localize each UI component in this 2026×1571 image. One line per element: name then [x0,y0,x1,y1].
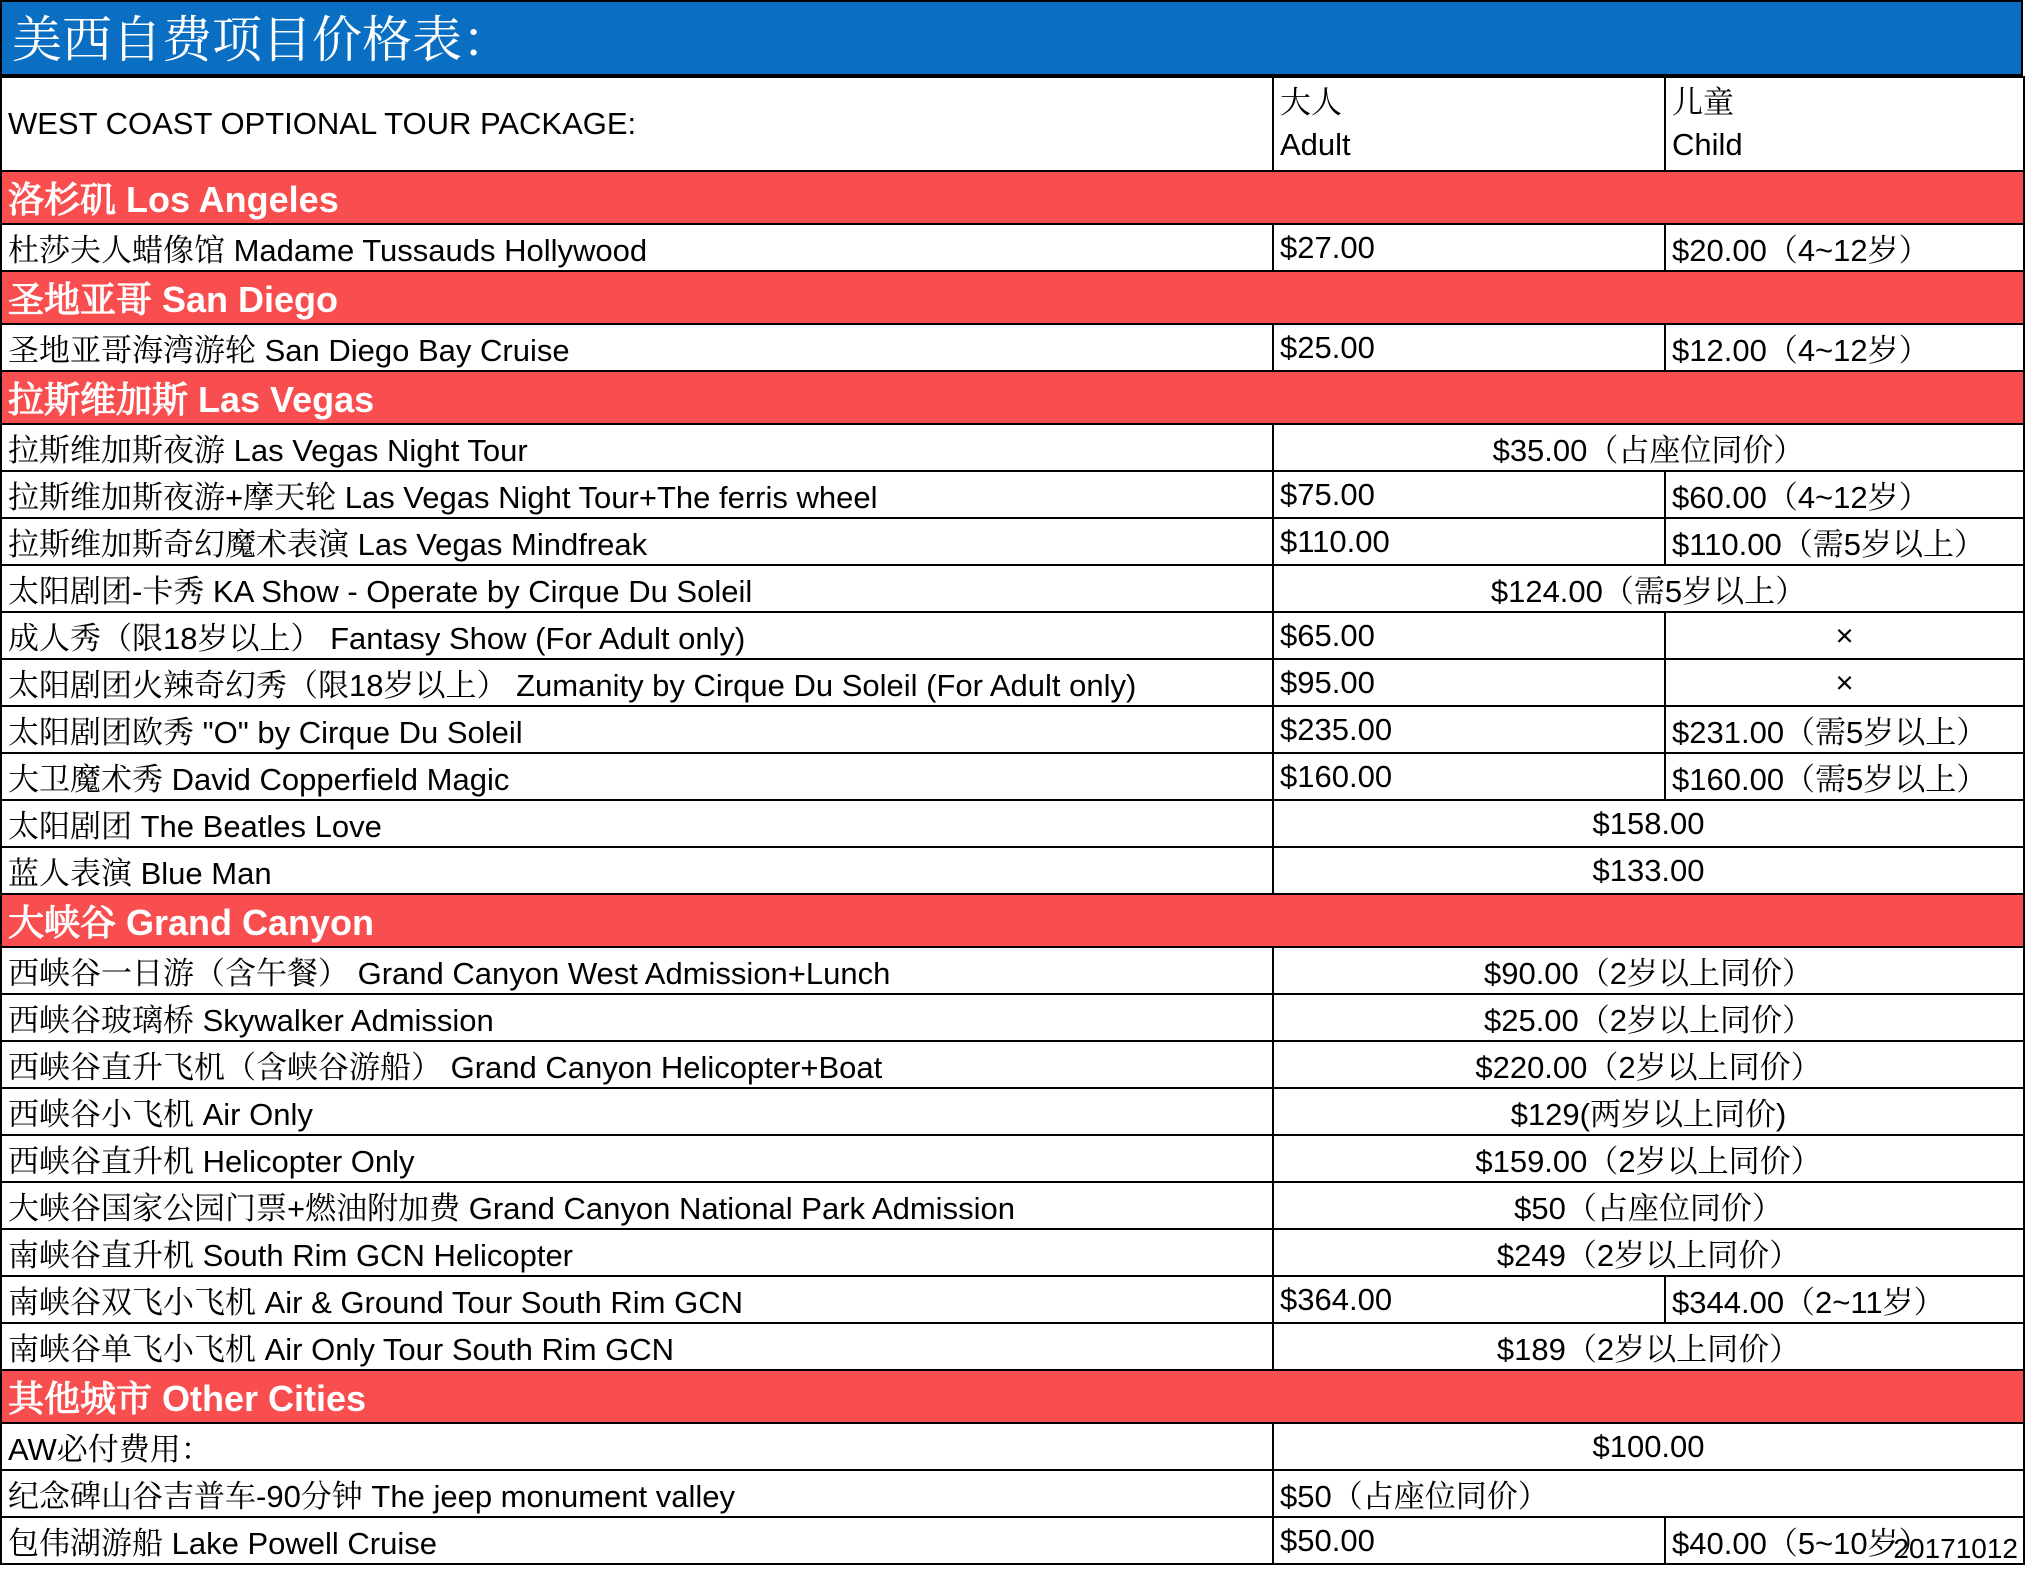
page-title: 美西自费项目价格表： [0,0,2023,76]
table-row [1,994,2024,1041]
child-price: $20.00（4~12岁） [1665,224,2024,271]
adult-price: $75.00 [1273,471,1665,518]
combined-price: $129(两岁以上同价) [1273,1088,2024,1135]
table-row [1,1182,2024,1229]
table-row [1,1517,2024,1564]
tour-name: 拉斯维加斯夜游+摩天轮 Las Vegas Night Tour+The ferris wheel [1,471,1273,518]
tour-name: 西峡谷直升机 Helicopter Only [1,1135,1273,1182]
tour-name: 大峡谷国家公园门票+燃油附加费 Grand Canyon National Park Admission [1,1182,1273,1229]
table-row [1,847,2024,894]
combined-price: $100.00 [1273,1423,2024,1470]
child-header-cn: 儿童 [1672,85,1734,120]
table-row [1,1423,2024,1470]
tour-name: 杜莎夫人蜡像馆 Madame Tussauds Hollywood [1,224,1273,271]
table-row [1,224,2024,271]
table-row [1,1088,2024,1135]
tour-name: 太阳剧团火辣奇幻秀（限18岁以上） Zumanity by Cirque Du Soleil (For Adult only) [1,659,1273,706]
section-header [1,271,2024,324]
child-price: $110.00（需5岁以上） [1665,518,2024,565]
package-header: WEST COAST OPTIONAL TOUR PACKAGE: [1,77,1273,171]
combined-price: $189（2岁以上同价） [1273,1323,2024,1370]
table-row [1,324,2024,371]
combined-price: $249（2岁以上同价） [1273,1229,2024,1276]
table-row [1,612,2024,659]
child-price: $160.00（需5岁以上） [1665,753,2024,800]
table-row [1,706,2024,753]
adult-price: $65.00 [1273,612,1665,659]
combined-price: $25.00（2岁以上同价） [1273,994,2024,1041]
table-row [1,1323,2024,1370]
table-row [1,1276,2024,1323]
child-header [1665,77,2024,171]
tour-name: 太阳剧团 The Beatles Love [1,800,1273,847]
tour-name: 西峡谷小飞机 Air Only [1,1088,1273,1135]
table-row [1,947,2024,994]
combined-price: $159.00（2岁以上同价） [1273,1135,2024,1182]
table-row [1,753,2024,800]
combined-price: $90.00（2岁以上同价） [1273,947,2024,994]
tour-name: 圣地亚哥海湾游轮 San Diego Bay Cruise [1,324,1273,371]
child-price: $231.00（需5岁以上） [1665,706,2024,753]
tour-name: 纪念碑山谷吉普车-90分钟 The jeep monument valley [1,1470,1273,1517]
section-title-san-diego: 圣地亚哥 San Diego [1,271,2024,324]
child-price: $12.00（4~12岁） [1665,324,2024,371]
section-title-las-vegas: 拉斯维加斯 Las Vegas [1,371,2024,424]
adult-price: $50.00 [1273,1517,1665,1564]
table-row [1,471,2024,518]
table-row [1,1041,2024,1088]
adult-price: $27.00 [1273,224,1665,271]
section-header [1,171,2024,224]
tour-name: 太阳剧团-卡秀 KA Show - Operate by Cirque Du Soleil [1,565,1273,612]
table-row [1,1470,2024,1517]
tour-name: 南峡谷单飞小飞机 Air Only Tour South Rim GCN [1,1323,1273,1370]
combined-price: $35.00（占座位同价） [1273,424,2024,471]
combined-price: $158.00 [1273,800,2024,847]
section-header [1,371,2024,424]
tour-name: 蓝人表演 Blue Man [1,847,1273,894]
child-price: × [1665,659,2024,706]
child-price: × [1665,612,2024,659]
tour-name: 包伟湖游船 Lake Powell Cruise [1,1517,1273,1564]
adult-price: $110.00 [1273,518,1665,565]
table-row [1,659,2024,706]
tour-name: 西峡谷一日游（含午餐） Grand Canyon West Admission+Lunch [1,947,1273,994]
section-title-other-cities: 其他城市 Other Cities [1,1370,2024,1423]
adult-price: $95.00 [1273,659,1665,706]
table-row [1,1229,2024,1276]
section-header [1,894,2024,947]
child-price: $40.00（5~10岁） [1665,1517,2024,1564]
tour-name: 太阳剧团欧秀 "O" by Cirque Du Soleil [1,706,1273,753]
adult-price: $25.00 [1273,324,1665,371]
tour-name: 拉斯维加斯夜游 Las Vegas Night Tour [1,424,1273,471]
tour-name: 南峡谷双飞小飞机 Air & Ground Tour South Rim GCN [1,1276,1273,1323]
child-price: $60.00（4~12岁） [1665,471,2024,518]
child-header-en: Child [1672,127,1743,162]
combined-price: $50（占座位同价） [1273,1470,2024,1517]
adult-price: $364.00 [1273,1276,1665,1323]
table-row [1,800,2024,847]
adult-header-en: Adult [1280,127,1351,162]
tour-name: 成人秀（限18岁以上） Fantasy Show (For Adult only) [1,612,1273,659]
combined-price: $50（占座位同价） [1273,1182,2024,1229]
table-row [1,518,2024,565]
document-date: 20171012 [1893,1533,2018,1564]
combined-price: $220.00（2岁以上同价） [1273,1041,2024,1088]
price-table [0,76,2025,1565]
combined-price: $133.00 [1273,847,2024,894]
table-row [1,565,2024,612]
header-row [1,77,2024,171]
adult-header-cn: 大人 [1280,85,1342,120]
table-row [1,424,2024,471]
tour-name: 大卫魔术秀 David Copperfield Magic [1,753,1273,800]
tour-name: 拉斯维加斯奇幻魔术表演 Las Vegas Mindfreak [1,518,1273,565]
adult-price: $160.00 [1273,753,1665,800]
child-price: $344.00（2~11岁） [1665,1276,2024,1323]
section-header [1,1370,2024,1423]
tour-name: 西峡谷直升飞机（含峡谷游船） Grand Canyon Helicopter+Boat [1,1041,1273,1088]
tour-name: AW必付费用： [1,1423,1273,1470]
adult-price: $235.00 [1273,706,1665,753]
tour-name: 南峡谷直升机 South Rim GCN Helicopter [1,1229,1273,1276]
combined-price: $124.00（需5岁以上） [1273,565,2024,612]
tour-name: 西峡谷玻璃桥 Skywalker Admission [1,994,1273,1041]
adult-header [1273,77,1665,171]
section-title-grand-canyon: 大峡谷 Grand Canyon [1,894,2024,947]
table-row [1,1135,2024,1182]
section-title-los-angeles: 洛杉矶 Los Angeles [1,171,2024,224]
